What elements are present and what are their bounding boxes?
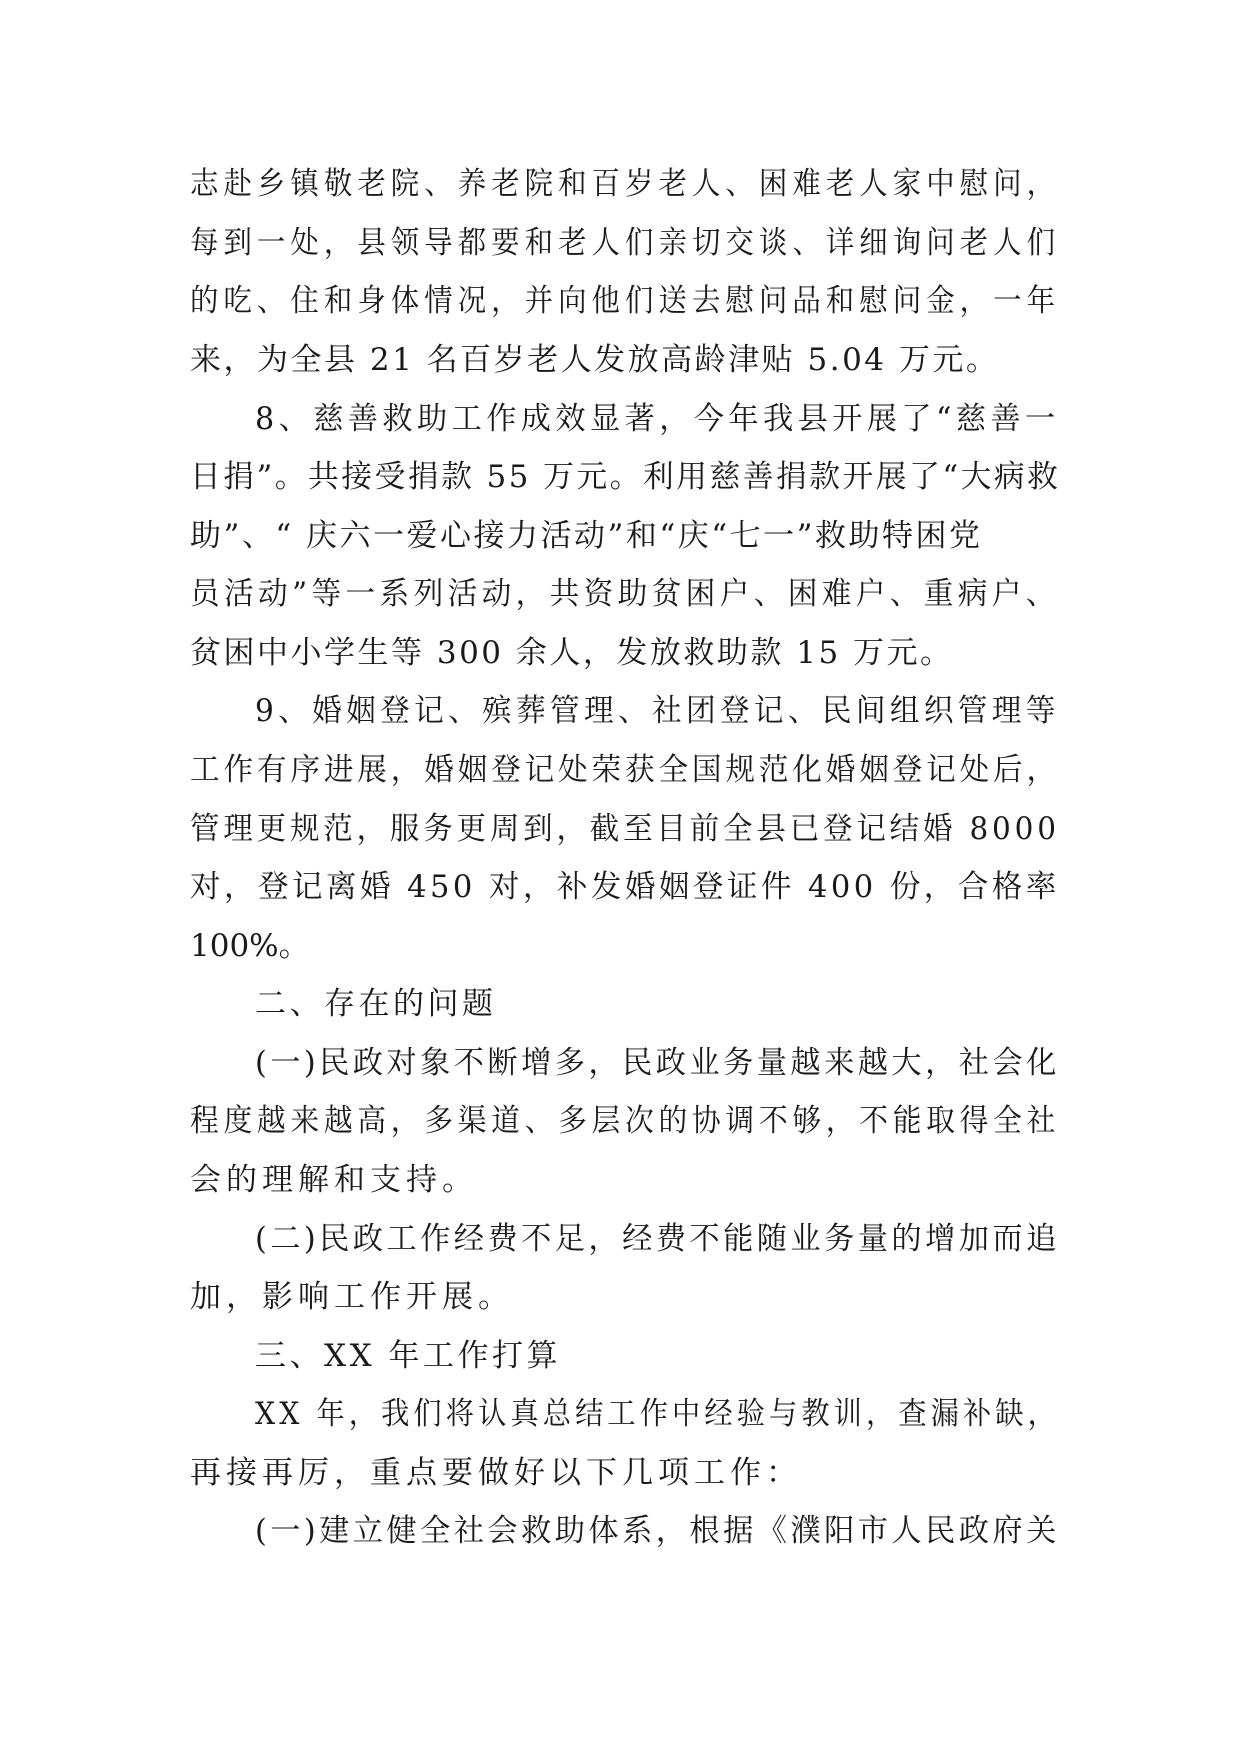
- section-heading: 三、XX 年工作打算: [255, 1338, 561, 1374]
- body-text-line: 工作有序进展，婚姻登记处荣获全国规范化婚姻登记处后，: [190, 752, 1060, 788]
- section-heading: 二、存在的问题: [255, 986, 497, 1022]
- paragraph-first-line: 9、婚姻登记、殡葬管理、社团登记、民间组织管理等: [255, 693, 1060, 729]
- paragraph-first-line: (一)民政对象不断增多，民政业务量越来越大，社会化: [255, 1045, 1060, 1081]
- body-text-line: 员活动”等一系列活动，共资助贫困户、困难户、重病户、: [190, 576, 1060, 612]
- body-text-line: 的吃、住和身体情况，并向他们送去慰问品和慰问金，一年: [190, 283, 1061, 319]
- paragraph-first-line: XX 年，我们将认真总结工作中经验与教训，查漏补缺，: [255, 1396, 1060, 1432]
- body-text-line: 贫困中小学生等 300 余人，发放救助款 15 万元。: [190, 635, 954, 671]
- body-text-line: 对，登记离婚 450 对，补发婚姻登证件 400 份，合格率: [190, 869, 1060, 905]
- body-text-line: 再接再厉，重点要做好以下几项工作：: [190, 1455, 802, 1491]
- paragraph-first-line: (一)建立健全社会救助体系，根据《濮阳市人民政府关: [255, 1513, 1060, 1549]
- body-text-line: 100%。: [190, 928, 310, 964]
- paragraph-first-line: (二)民政工作经费不足，经费不能随业务量的增加而追: [255, 1221, 1060, 1257]
- body-text-line: 志赴乡镇敬老院、养老院和百岁老人、困难老人家中慰问，: [190, 166, 1061, 202]
- body-text-line: 程度越来越高，多渠道、多层次的协调不够，不能取得全社: [190, 1103, 1061, 1139]
- body-text-line: 每到一处，县领导都要和老人们亲切交谈、详细询问老人们: [190, 225, 1061, 261]
- paragraph-first-line: 8、慈善救助工作成效显著，今年我县开展了“慈善一: [255, 401, 1060, 437]
- body-text-line: 管理更规范，服务更周到，截至目前全县已登记结婚 8000: [190, 811, 1060, 847]
- body-text-line: 助”、“ 庆六一爱心接力活动”和“庆“七一”救助特困党: [190, 518, 983, 554]
- body-text-line: 日捐”。共接受捐款 55 万元。利用慈善捐款开展了“大病救: [190, 459, 1061, 495]
- body-text-line: 会的理解和支持。: [190, 1162, 478, 1198]
- body-text-line: 加，影响工作开展。: [190, 1279, 514, 1315]
- body-text-line: 来，为全县 21 名百岁老人发放高龄津贴 5.04 万元。: [190, 342, 1000, 378]
